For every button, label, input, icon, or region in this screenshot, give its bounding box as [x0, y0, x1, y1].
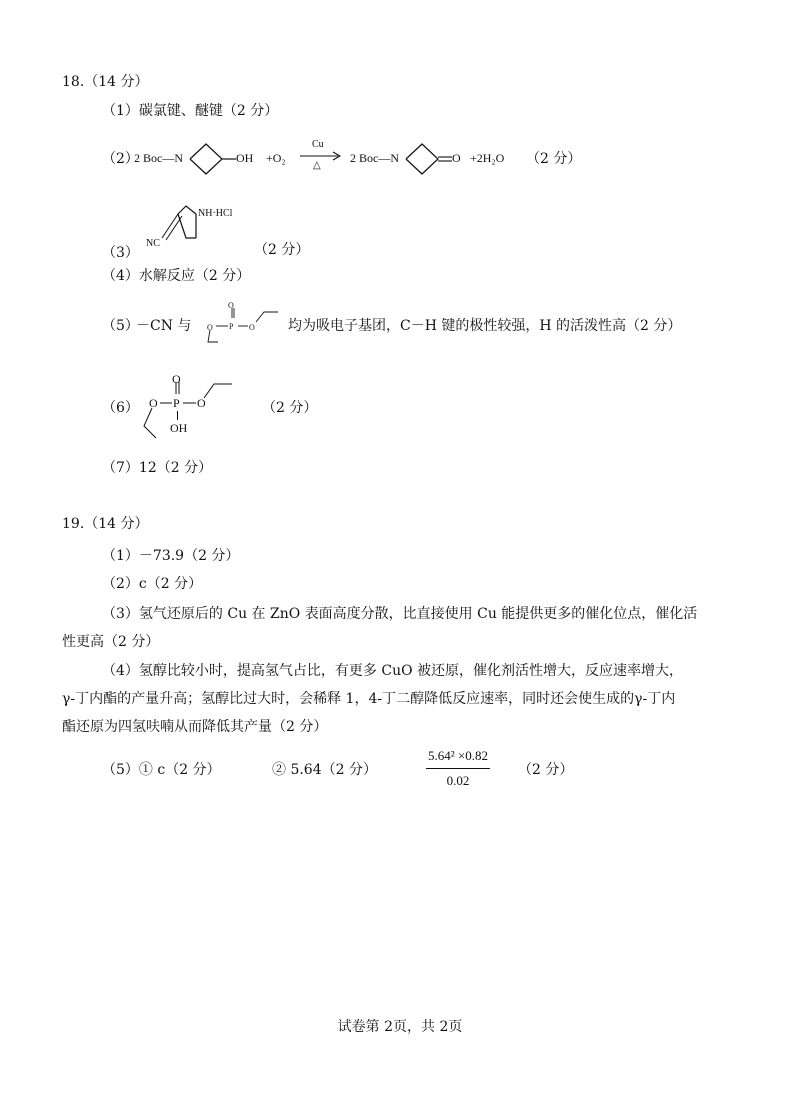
q18-answer-5-text: 均为吸电子基团，C－H 键的极性较强，H 的活泼性高（2 分） [288, 318, 682, 334]
p-ester-o-left: O [207, 323, 213, 332]
q19-answer-3-line2: 性更高（2 分） [62, 634, 160, 650]
p6-hydroxyl-label: OH [170, 421, 188, 435]
q18-answer-5-number: （5） [102, 318, 139, 334]
fraction-denominator: 0.02 [446, 773, 470, 788]
q18-answer-1: （1）碳氯键、醚键（2 分） [102, 103, 279, 119]
q19-answer-5-part2: ② 5.64（2 分） [272, 762, 377, 778]
q19-answer-2: （2）c（2 分） [102, 576, 203, 592]
p6-oxo-label: O [172, 372, 181, 386]
p-ester-o-right: O [249, 323, 255, 332]
nitrile-nc-label: NC [146, 238, 160, 249]
p-oxo-label: O [228, 301, 234, 310]
q18-answer-2-number: （2） [102, 151, 139, 167]
product-boc-n: 2 Boc—N [350, 151, 399, 165]
q19-answer-4-line3: 酯还原为四氢呋喃从而降低其产量（2 分） [62, 719, 328, 735]
reactant-boc-n: 2 Boc—N [134, 151, 183, 165]
q19-answer-5-score: （2 分） [518, 762, 574, 778]
p6-ester-o-right: O [197, 396, 206, 410]
carbonyl-o-label: O [452, 151, 461, 165]
q19-header: 19.（14 分） [62, 516, 149, 532]
q18-answer-6-number: （6） [102, 400, 139, 416]
q19-answer-5-part1: （5）① c（2 分） [102, 762, 221, 778]
q18-answer-7: （7）12（2 分） [102, 460, 213, 476]
phosphorus-label: P [229, 322, 234, 331]
q18-answer-4: （4）水解反应（2 分） [102, 268, 251, 284]
p6-phosphorus-label: P [173, 396, 180, 410]
phosphonate-small-structure [200, 298, 282, 346]
q18-answer-5-lead: －CN 与 [136, 318, 192, 334]
fraction-numerator: 5.64² ×0.82 [426, 746, 490, 769]
q18-header: 18.（14 分） [62, 74, 149, 90]
q18-answer-3-number: （3） [102, 245, 139, 261]
q18-answer-6-score: （2 分） [262, 400, 318, 416]
page-footer: 试卷第 2页，共 2页 [337, 1019, 463, 1035]
q18-answer-3-score: （2 分） [254, 242, 310, 258]
catalyst-label: Cu [312, 139, 324, 150]
oxygen-reactant: +O₂ [266, 151, 286, 165]
q19-answer-4-line2: γ-丁内酯的产量升高；氢醇比过大时，会稀释 1，4-丁二醇降低反应速率，同时还会使生成的γ-丁内 [62, 691, 676, 707]
q19-answer-4-line1: （4）氢醇比较小时，提高氢气占比，有更多 CuO 被还原，催化剂活性增大，反应速率增大， [102, 663, 684, 679]
q19-answer-3-line1: （3）氢气还原后的 Cu 在 ZnO 表面高度分散，比直接使用 Cu 能提供更多的催化位点，催化活 [102, 606, 698, 622]
p6-ester-o-left: O [149, 396, 158, 410]
q19-answer-1: （1）－73.9（2 分） [102, 548, 240, 564]
water-product: +2H₂O [470, 151, 505, 165]
heat-label: △ [313, 160, 321, 171]
hydroxyl-label: OH [236, 151, 254, 165]
nh-hcl-label: NH·HCl [198, 208, 233, 219]
q18-answer-2-score: （2 分） [526, 151, 582, 167]
reaction-arrow-icon [298, 150, 344, 162]
q19-answer-5-fraction [426, 746, 490, 791]
